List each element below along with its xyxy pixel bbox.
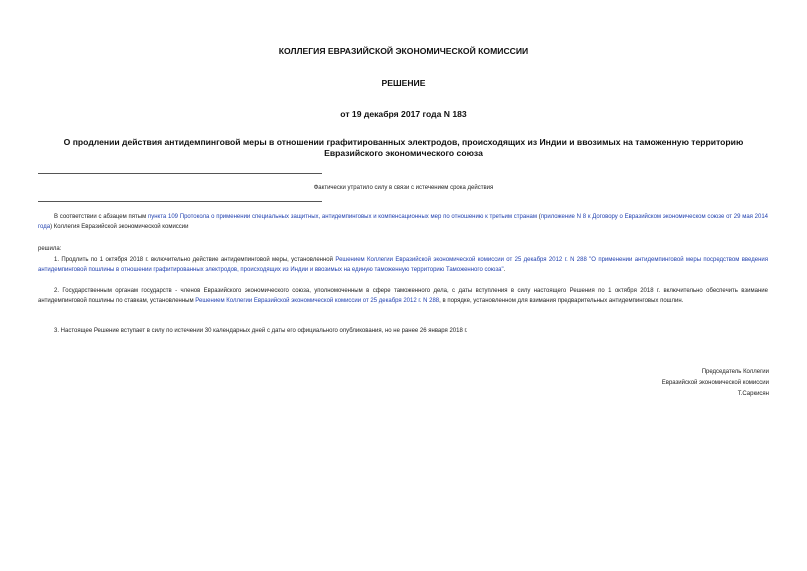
decision-288-link[interactable]: Решением Коллегии Евразийской экономической комиссии от 25 декабря 2012 г. N 288: [195, 297, 440, 304]
preamble-text-2: (: [537, 214, 541, 220]
divider-top: [38, 173, 322, 174]
item-2-paragraph: [38, 287, 768, 306]
document-date-number: от 19 декабря 2017 года N 183: [340, 109, 467, 119]
preamble-text-3: ) Коллегия Евразийской экономической комиссии: [50, 223, 189, 230]
document-subject: О продлении действия антидемпинговой меры в отношении графитированных электродов, происходящих из Индии и ввозимых на таможенную территорию Евразийского экономического союза: [63, 137, 744, 158]
decided-label: решила:: [38, 246, 62, 252]
issuing-authority: КОЛЛЕГИЯ ЕВРАЗИЙСКОЙ ЭКОНОМИЧЕСКОЙ КОМИССИИ: [278, 46, 529, 56]
signatory-name: Т.Саркисян: [737, 391, 769, 397]
item-3-paragraph: [38, 327, 768, 337]
signature-position-1: Председатель Коллегии: [701, 369, 769, 375]
item-1-text-2: .: [503, 266, 506, 273]
item-1-text-1: 1. Продлить по 1 октября 2018 г. включительно действие антидемпинговой меры, установленной: [54, 257, 336, 263]
status-note: Фактически утратило силу в связи с истечением срока действия: [313, 185, 494, 191]
preamble-paragraph: [38, 213, 768, 232]
protocol-point-109-link[interactable]: пункта 109 Протокола о применении специальных защитных, антидемпинговых и компенсационных мер по отношению к третьим странам: [147, 214, 537, 220]
item-2-text-2: , в порядке, установленном для взимания предварительных антидемпинговых пошлин.: [439, 297, 684, 304]
divider-bottom: [38, 201, 322, 202]
item-3-text: 3. Настоящее Решение вступает в силу по истечении 30 календарных дней с даты его официального опубликования, но не ранее 26 января 2018 г.: [54, 328, 468, 334]
decision-288-full-link[interactable]: Решением Коллегии Евразийской экономической комиссии от 25 декабря 2012 г. N 288 "О применении антидемпинговой меры посредством введения антидемпинговой пошлины в отношении графитированных электродов, происходящих из Индии и ввозимых на единую таможенную территорию Таможенного союза": [38, 257, 768, 273]
eaeu-treaty-annex-8-link[interactable]: приложение N 8 к Договору о Евразийском экономическом союзе от 29 мая 2014 года: [38, 214, 769, 230]
item-2-text-1: 2. Государственным органам государств - членов Евразийского экономического союза, уполномоченным в сфере таможенного дела, с даты вступления в силу настоящего Решения по 1 октября 2018 г. включительно обеспечить взимание антидемпинговой пошлины по ставкам, установленным: [38, 288, 768, 304]
document-type: РЕШЕНИЕ: [381, 78, 426, 88]
preamble-text-1: В соответствии с абзацем пятым: [54, 214, 148, 220]
signature-position-2: Евразийской экономической комиссии: [661, 380, 769, 386]
item-1-paragraph: [38, 256, 768, 275]
